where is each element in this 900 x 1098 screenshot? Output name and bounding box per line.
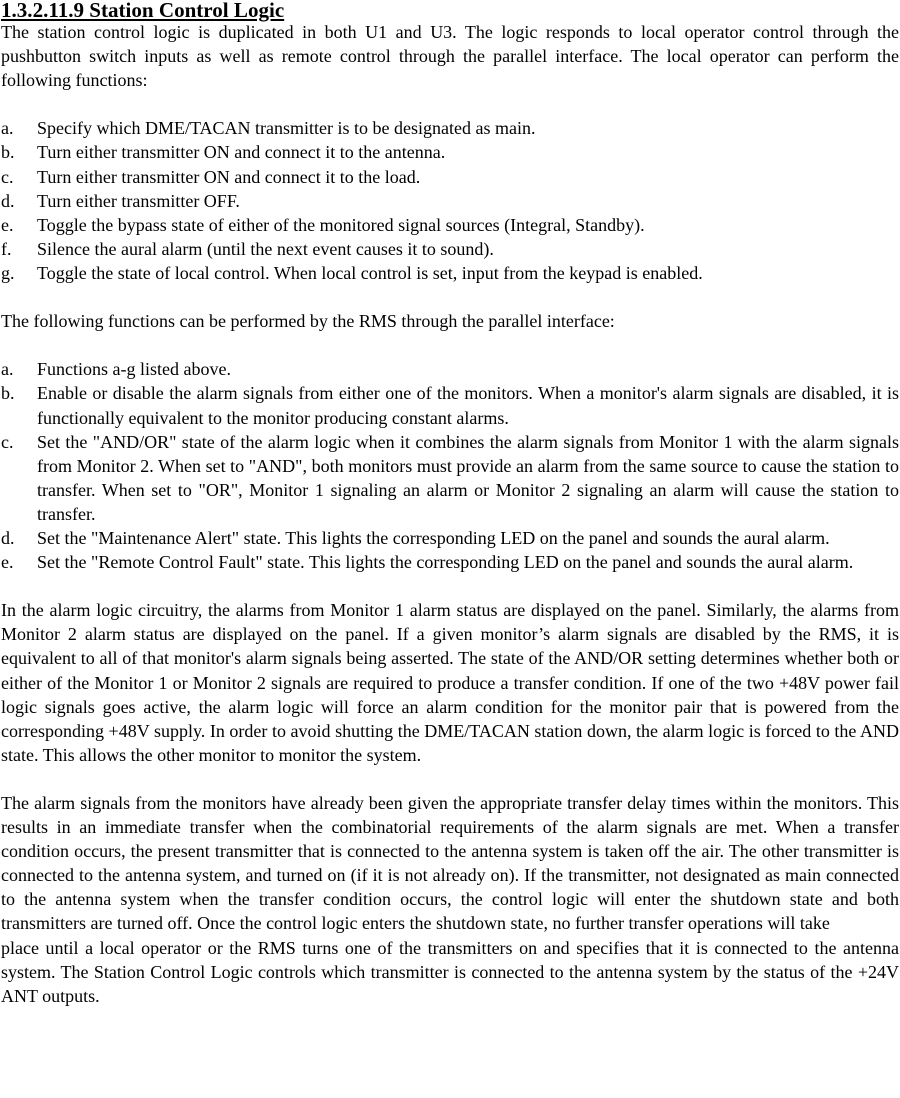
spacer <box>1 767 899 791</box>
rms-intro-paragraph: The following functions can be performed by the RMS through the parallel interface: <box>1 311 615 332</box>
intro-paragraph: The station control logic is duplicated in both U1 and U3. The logic responds to local operator control through the pushbutton switch inputs as well as remote control through the parallel interface. The local operator can perform the following functions: <box>1 22 899 91</box>
spacer <box>1 333 899 357</box>
spacer <box>1 285 899 309</box>
list-item: a. Functions a-g listed above. <box>1 359 231 380</box>
list-item: g. Toggle the state of local control. When local control is set, input from the keypad is enabled. <box>1 262 703 283</box>
alarm-logic-paragraph: In the alarm logic circuitry, the alarms from Monitor 1 alarm status are displayed on the panel. Similarly, the alarms from Monitor 2 alarm status are displayed on the panel. If a given monitor’s alarm signals are disabled by the RMS, it is equivalent to all of that monitor's alarm signals being asserted. The state of the AND/OR setting determines whether both or either of the Monitor 1 or Monitor 2 signals are required to produce a transfer condition. If one of the two +48V power fail logic signals goes active, the alarm logic will force an alarm condition for the monitor pair that is powered from the corresponding +48V supply. In order to avoid shutting the DME/TACAN station down, the alarm logic is forced to the AND state. This allows the other monitor to monitor the system. <box>1 600 899 765</box>
list-item: a. Specify which DME/TACAN transmitter is to be designated as main. <box>1 118 536 139</box>
local-functions-list <box>1 116 899 285</box>
list-item: f. Silence the aural alarm (until the next event causes it to sound). <box>1 238 494 259</box>
list-item: c. Set the "AND/OR" state of the alarm logic when it combines the alarm signals from Monitor 1 with the alarm signals from Monitor 2. When set to "AND", both monitors must provide an alarm from the same source to cause the station to transfer. When set to "OR", Monitor 1 signaling an alarm or Monitor 2 signaling an alarm will cause the station to transfer. <box>1 431 899 524</box>
list-item: d. Turn either transmitter OFF. <box>1 190 240 211</box>
list-item: c. Turn either transmitter ON and connect it to the load. <box>1 166 421 187</box>
section-heading: 1.3.2.11.9 Station Control Logic <box>1 0 285 22</box>
transfer-paragraph-continued: place until a local operator or the RMS turns one of the transmitters on and specifies that it is connected to the antenna system. The Station Control Logic controls which transmitter is connected to the antenna system by the status of the +24V ANT outputs. <box>1 937 899 1006</box>
transfer-paragraph: The alarm signals from the monitors have already been given the appropriate transfer delay times within the monitors. This results in an immediate transfer when the combinatorial requirements of the alarm signals are met. When a transfer condition occurs, the present transmitter that is connected to the antenna system is taken off the air. The other transmitter is connected to the antenna system, and turned on (if it is not already on). If the transmitter, not designated as main connected to the antenna system when the transfer condition occurs, the control logic will enter the shutdown state and both transmitters are turned off. Once the control logic enters the shutdown state, no further transfer operations will take <box>1 793 899 934</box>
spacer <box>1 92 899 116</box>
spacer <box>1 574 899 598</box>
list-item: b. Enable or disable the alarm signals from either one of the monitors. When a monitor's alarm signals are disabled, it is functionally equivalent to the monitor producing constant alarms. <box>1 383 899 428</box>
list-item: b. Turn either transmitter ON and connect it to the antenna. <box>1 142 446 163</box>
list-item: e. Set the "Remote Control Fault" state. This lights the corresponding LED on the panel and sounds the aural alarm. <box>1 552 854 573</box>
list-item: d. Set the "Maintenance Alert" state. This lights the corresponding LED on the panel and sounds the aural alarm. <box>1 527 830 548</box>
rms-functions-list <box>1 357 899 574</box>
list-item: e. Toggle the bypass state of either of the monitored signal sources (Integral, Standby). <box>1 214 645 235</box>
